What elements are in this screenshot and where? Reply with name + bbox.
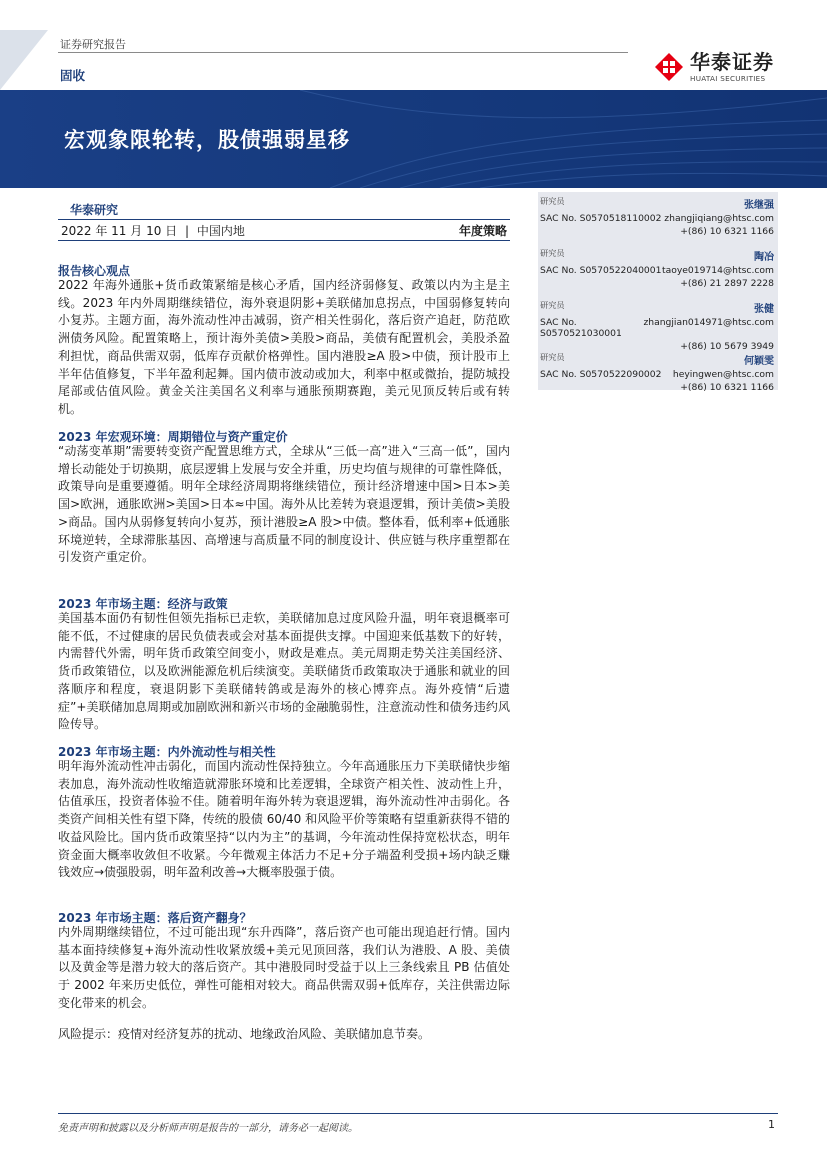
analyst-role: 研究员 xyxy=(540,300,565,310)
analyst-phone: +(86) 21 2897 2228 xyxy=(680,278,774,289)
analyst-phone: +(86) 10 5679 3949 xyxy=(680,341,774,352)
section-body: 明年海外流动性冲击弱化，而国内流动性保持独立。今年高通胀压力下美联储快步缩表加息，海外流动性收缩造就滞胀环境和比差逻辑，全球资产相关性、波动性上升，估值承压，投资者体验不佳。随着明年海外转为衰退逻辑，海外流动性冲击弱化。各类资产间相关性有望下降，传统的股债 60/40 和风险平价等策略有望重新获得不错的收益风险比。国内货币政策坚持“以内为主”的基调，今年流动性保持宽松状态，明年资金面大概率收敛但不收紧。今年微观主体活力不足+分子端盈利受损+场内缺乏赚钱效应→债强股弱，明年盈利改善→大概率股强于债。 xyxy=(58,759,510,880)
analyst-name: 张健 xyxy=(754,304,774,315)
meta-separator: | xyxy=(184,223,190,238)
report-date: 2022 年 11 月 10 日 xyxy=(61,223,178,238)
category-label: 固收 xyxy=(60,68,86,83)
section-body: “动荡变革期”需要转变资产配置思维方式，全球从“三低一高”进入“三高一低”，国内增长动能处于切换期，底层逻辑上发展与安全并重，历史均值与规律的可靠性降低，政策导向是重要遵循。明年全球经济周期将继续错位，预计经济增速中国>日本>美国>欧洲，通胀欧洲>美国>日本≈中国。海外从比差转为衰退逻辑，预计美债>美股>商品。国内从弱修复转向小复苏，预计港股≥A 股>中债。整体看，低利率+低通胀环境逆转，全球滞胀基因、高增速与高质量不同的制度设计、供应链与秩序重塑都在引发资产重定价。 xyxy=(58,444,510,565)
title-banner xyxy=(0,90,827,188)
analyst-email[interactable]: heyingwen@htsc.com xyxy=(672,369,774,380)
section-body: 2022 年海外通胀+货币政策紧缩是核心矛盾，国内经济弱修复、政策以内为主是主线。2023 年内外周期继续错位，海外衰退阴影+美联储加息拐点，中国弱修复转向小复苏。主题方面，海外流动性冲击减弱，资产相关性弱化，落后资产追赶，防范欧洲债务风险。配置策略上，预计海外美债>美股>商品，美债有配置机会，美股杀盈利担忧，商品供需双弱，低库存贡献价格弹性。国内港股≥A 股>中债，预计股市上半年估值修复，下半年盈利起舞。国内债市波动或加大，利率中枢或微抬，提防城投尾部或估值风险。黄金关注美国名义利率与通胀预期赛跑，美元见顶反转后或有转机。 xyxy=(58,278,510,416)
analyst-phone: +(86) 10 6321 1166 xyxy=(680,226,774,237)
analyst-card xyxy=(538,352,778,393)
analyst-sac: SAC No. S0570522040001 xyxy=(540,265,662,276)
analyst-email[interactable]: taoye019714@htsc.com xyxy=(661,265,774,276)
research-org: 华泰研究 xyxy=(70,203,119,217)
logo-name-cn: 华泰证券 xyxy=(690,50,774,74)
analyst-role: 研究员 xyxy=(540,196,565,206)
huatai-logo-icon xyxy=(654,52,684,82)
analyst-name: 陶冶 xyxy=(754,252,774,263)
analyst-name: 张继强 xyxy=(744,200,774,211)
section-title: 2023 年市场主题：经济与政策 xyxy=(58,597,228,611)
report-title: 宏观象限轮转，股债强弱星移 xyxy=(64,128,350,152)
analyst-email[interactable]: zhangjiqiang@htsc.com xyxy=(664,213,774,224)
company-logo xyxy=(654,52,774,82)
section-title: 2023 年宏观环境：周期错位与资产重定价 xyxy=(58,430,288,444)
analyst-card xyxy=(538,196,778,237)
risk-warning: 风险提示：疫情对经济复苏的扰动、地缘政治风险、美联储加息节奏。 xyxy=(58,1027,431,1041)
analyst-card xyxy=(538,248,778,289)
analyst-card xyxy=(538,300,778,352)
section-body: 内外周期继续错位，不过可能出现“东升西降”，落后资产也可能出现追赶行情。国内基本面持续修复+海外流动性收紧放缓+美元见顶回落，我们认为港股、A 股、美债以及黄金等是潜力较大的落后资产。其中港股同时受益于以上三条线索且 PB 估值处于 2002 年来历史低位，弹性可能相对较大。商品供需双弱+低库存，关注供需边际变化带来的机会。 xyxy=(58,925,510,1010)
analyst-role: 研究员 xyxy=(540,352,565,362)
logo-name-en: HUATAI SECURITIES xyxy=(690,74,766,83)
header-divider xyxy=(58,52,628,53)
analyst-sac: SAC No. S0570521030001 xyxy=(540,317,622,339)
page-number: 1 xyxy=(768,1118,775,1131)
section-body: 美国基本面仍有韧性但领先指标已走软，美联储加息过度风险升温，明年衰退概率可能不低，不过健康的居民负债表或会对基本面提供支撑。中国迎来低基数下的好转，内需替代外需，明年货币政策空间变小，财政是难点。美元周期走势关注美国经济、货币政策错位，以及欧洲能源危机后续演变。美联储货币政策取决于通胀和就业的回落顺序和程度，衰退阴影下美联储转鸽或是海外的核心博弈点。海外疫情“后遗症”+美联储加息周期或加剧欧洲和新兴市场的金融脆弱性，注意流动性和债务违约风险传导。 xyxy=(58,611,510,732)
analyst-panel xyxy=(538,192,778,393)
analyst-sac: SAC No. S0570522090002 xyxy=(540,369,662,380)
report-kind: 年度策略 xyxy=(458,223,507,238)
section-title: 报告核心观点 xyxy=(58,264,131,278)
analyst-email[interactable]: zhangjian014971@htsc.com xyxy=(643,317,774,328)
report-region: 中国内地 xyxy=(196,223,245,238)
section-title: 2023 年市场主题：内外流动性与相关性 xyxy=(58,745,276,759)
analyst-role: 研究员 xyxy=(540,248,565,258)
analyst-name: 何颖雯 xyxy=(744,356,774,367)
section-title: 2023 年市场主题：落后资产翻身？ xyxy=(58,911,252,925)
report-type-label: 证券研究报告 xyxy=(60,38,126,51)
footer-disclaimer: 免责声明和披露以及分析师声明是报告的一部分，请务必一起阅读。 xyxy=(58,1123,358,1134)
analyst-phone: +(86) 10 6321 1166 xyxy=(680,382,774,393)
report-meta-row xyxy=(58,219,510,241)
corner-decoration xyxy=(0,30,48,90)
analyst-sac: SAC No. S0570518110002 xyxy=(540,213,662,224)
footer-divider xyxy=(58,1113,778,1114)
